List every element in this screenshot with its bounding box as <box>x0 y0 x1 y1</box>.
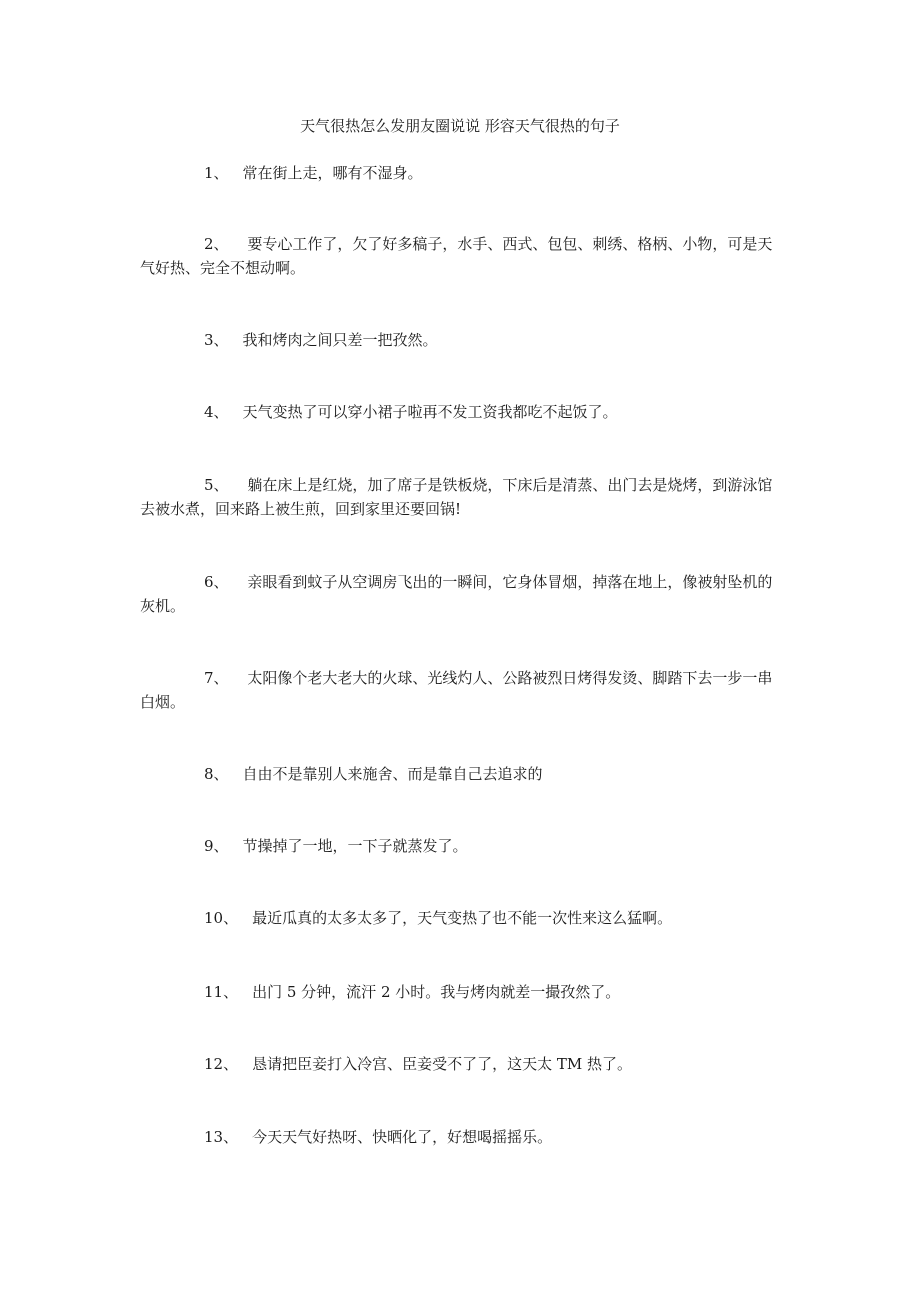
list-item <box>140 666 782 714</box>
item-number: 12、 <box>204 1055 239 1073</box>
list-item <box>140 328 782 352</box>
item-number: 13、 <box>204 1128 239 1146</box>
list-item <box>140 570 782 618</box>
item-text: 太阳像个老大老大的火球、光线灼人、公路被烈日烤得发烫、脚踏下去一步一串白烟。 <box>140 669 773 711</box>
list-item <box>140 834 782 858</box>
item-text: 出门 5 分钟，流汗 2 小时。我与烤肉就差一撮孜然了。 <box>252 983 621 1001</box>
list-item <box>140 1125 782 1149</box>
item-number: 4、 <box>204 403 229 421</box>
list-item <box>140 473 782 521</box>
list-item <box>140 400 782 424</box>
item-number: 9、 <box>204 837 229 855</box>
list-item <box>140 232 782 280</box>
item-text: 恳请把臣妾打入冷宫、臣妾受不了了，这天太 TM 热了。 <box>252 1055 632 1073</box>
list-item <box>140 1052 782 1076</box>
item-number: 10、 <box>204 909 239 927</box>
list-item <box>140 906 782 930</box>
item-number: 6、 <box>204 573 229 591</box>
list-item <box>140 980 782 1004</box>
item-number: 11、 <box>204 983 239 1001</box>
item-number: 5、 <box>204 476 229 494</box>
item-text: 天气变热了可以穿小裙子啦再不发工资我都吃不起饭了。 <box>242 403 618 421</box>
item-text: 我和烤肉之间只差一把孜然。 <box>242 331 438 349</box>
item-text: 节操掉了一地，一下子就蒸发了。 <box>242 837 468 855</box>
document-title: 天气很热怎么发朋友圈说说 形容天气很热的句子 <box>300 117 620 135</box>
item-number: 1、 <box>204 164 229 182</box>
item-number: 7、 <box>204 669 229 687</box>
item-text: 自由不是靠别人来施舍、而是靠自己去追求的 <box>242 765 543 783</box>
item-text: 今天天气好热呀、快晒化了，好想喝摇摇乐。 <box>252 1128 553 1146</box>
item-text: 亲眼看到蚊子从空调房飞出的一瞬间，它身体冒烟，掉落在地上，像被射坠机的灰机。 <box>140 573 773 615</box>
item-number: 2、 <box>204 235 229 253</box>
list-item <box>140 762 782 786</box>
list-item <box>140 161 782 185</box>
item-text: 最近瓜真的太多太多了，天气变热了也不能一次性来这么猛啊。 <box>252 909 673 927</box>
item-text: 常在街上走，哪有不湿身。 <box>242 164 423 182</box>
item-text: 要专心工作了，欠了好多稿子，水手、西式、包包、刺绣、格柄、小物，可是天气好热、完全不想动啊。 <box>140 235 773 277</box>
item-text: 躺在床上是红烧，加了席子是铁板烧，下床后是清蒸、出门去是烧烤，到游泳馆去被水煮，回来路上被生煎，回到家里还要回锅! <box>140 476 773 518</box>
item-number: 3、 <box>204 331 229 349</box>
item-number: 8、 <box>204 765 229 783</box>
